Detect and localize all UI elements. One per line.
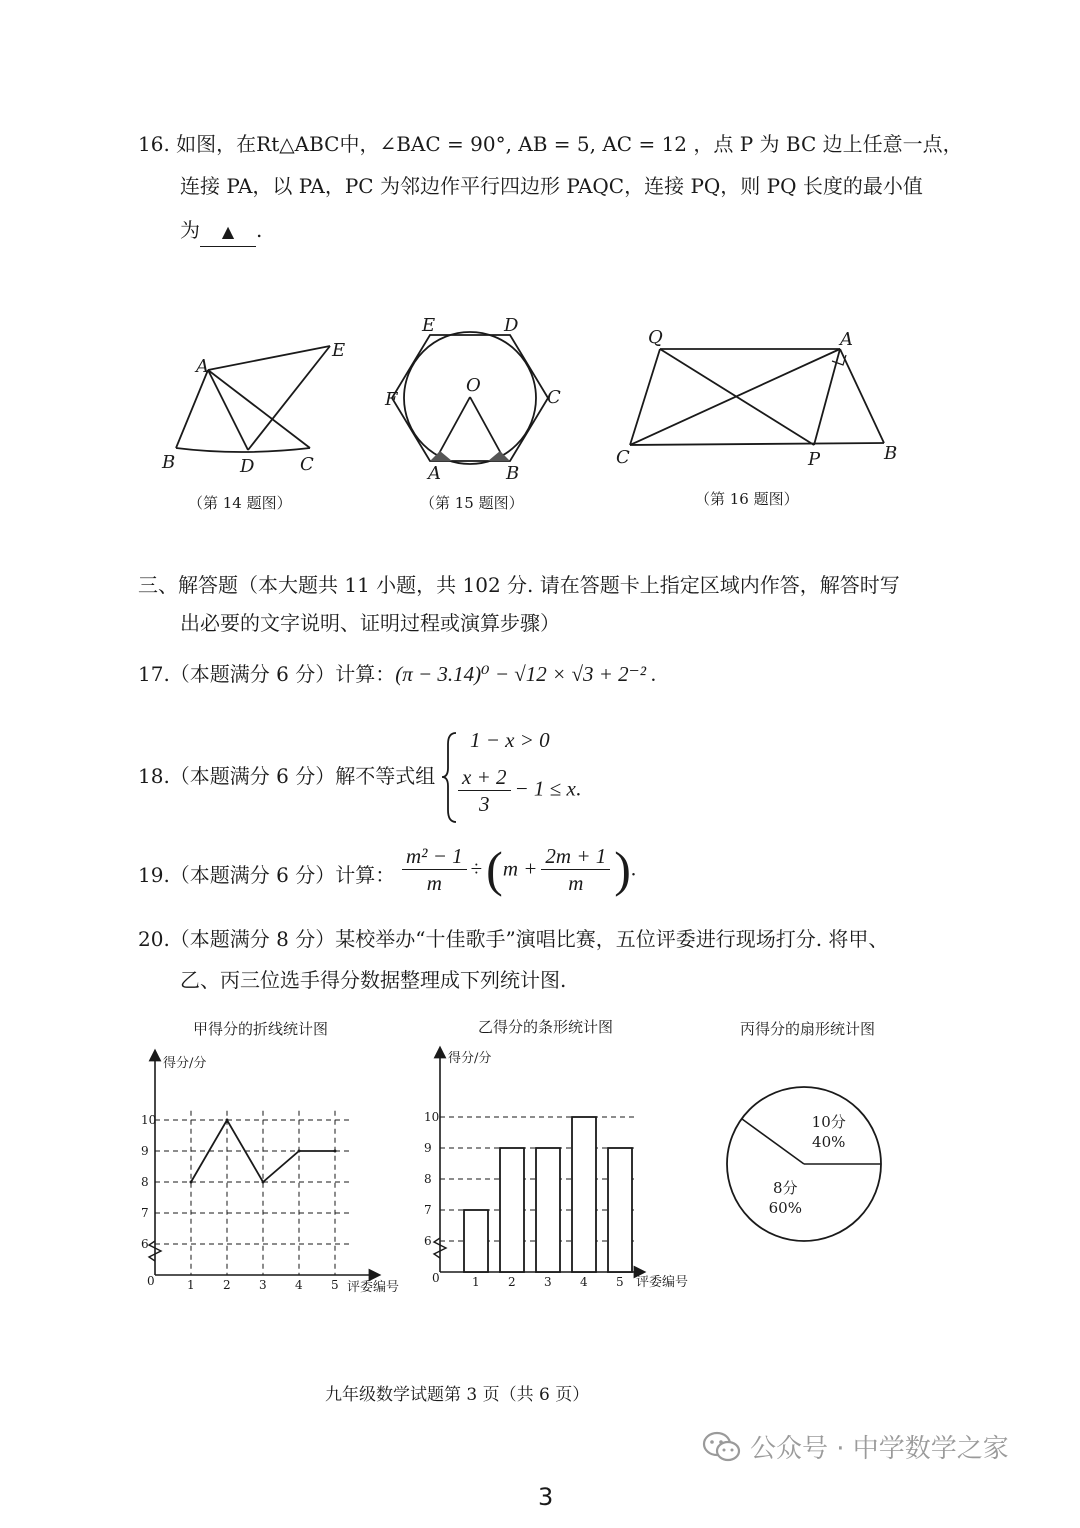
wechat-icon (702, 1430, 742, 1464)
bar-chart-ytick-label: 10 (424, 1110, 440, 1124)
q17-prefix: 17.（本题满分 6 分）计算： (138, 662, 396, 686)
fig14-label-a: A (196, 356, 209, 377)
q18-prefix: 18.（本题满分 6 分）解不等式组 (138, 764, 436, 788)
q19-fraction-2 (541, 843, 610, 896)
fig15-segment-ob (470, 397, 504, 459)
pie-chart-title: 丙得分的扇形统计图 (740, 1020, 876, 1038)
bar-chart-bar (500, 1148, 524, 1272)
fig16-label-p: P (808, 449, 821, 470)
line-chart-ytick-label: 10 (141, 1113, 157, 1127)
bar-chart-ytick-label: 9 (424, 1141, 432, 1155)
q18-frac-num: x + 2 (458, 764, 511, 791)
line-chart-origin: 0 (147, 1274, 155, 1288)
fig16-segment-ab (840, 349, 884, 443)
fig15-label-o: O (466, 375, 481, 396)
pie-chart-slice-percent: 40% (812, 1133, 846, 1152)
bar-chart (420, 1042, 710, 1297)
footer-page-label: 九年级数学试题第 3 页（共 6 页） (325, 1385, 590, 1405)
line-chart-point (190, 1181, 193, 1184)
q17-line (138, 660, 657, 688)
fig15-label-d: D (504, 315, 519, 336)
q19-den2: m (568, 870, 584, 895)
pie-chart-slice-label: 8分 (773, 1178, 798, 1197)
q16-line1: 16. 如图，在Rt△ABC中，∠BAC = 90°, AB = 5, AC = 12 ，点 P 为 BC 边上任意一点， (138, 132, 963, 156)
line-chart-point (262, 1181, 265, 1184)
fig14-segment-ab (176, 370, 208, 448)
line-chart-ytick-label: 8 (141, 1175, 149, 1189)
line-chart-point (298, 1150, 301, 1153)
line-chart-xtick-label: 5 (331, 1278, 339, 1292)
watermark (702, 1428, 1009, 1465)
pie-chart-slice-boundary (742, 1119, 804, 1164)
line-chart-point (334, 1150, 337, 1153)
bar-chart-ytick-label: 6 (424, 1234, 432, 1248)
q18-fraction (458, 764, 511, 817)
fig16-segment-qc (630, 349, 660, 445)
pie-chart-slice-label: 10分 (811, 1113, 846, 1132)
q18-frac-den: 3 (479, 792, 490, 816)
q16-line3-pre: 为 (180, 218, 200, 242)
fig14-segment-ed (248, 346, 330, 450)
line-chart-ytick-label: 7 (141, 1206, 149, 1220)
answer-mark: ▲ (221, 222, 235, 241)
q18-ineq2-rest: − 1 ≤ x (514, 776, 576, 801)
q18-inequality-2 (454, 764, 581, 817)
line-chart-title: 甲得分的折线统计图 (193, 1020, 329, 1038)
line-chart-xtick-label: 4 (295, 1278, 303, 1292)
q19-end: . (630, 856, 637, 881)
fig14-arc-bc (176, 448, 310, 452)
line-chart-ytick-label: 6 (141, 1237, 149, 1251)
line-chart-ylabel: 得分/分 (163, 1056, 207, 1071)
fig15-segment-oa (436, 397, 470, 459)
line-chart (135, 1045, 415, 1300)
q16-line3 (180, 216, 262, 247)
section3-line2: 出必要的文字说明、证明过程或演算步骤） (180, 611, 560, 635)
fig15-label-c: C (547, 387, 561, 408)
fig15-label-f: F (385, 389, 398, 410)
bar-chart-xtick-label: 5 (616, 1275, 624, 1289)
fig16-segment-ap (814, 349, 840, 445)
figure-15 (380, 315, 570, 485)
fig16-segment-cb (630, 443, 884, 445)
q20-line2: 乙、丙三位选手得分数据整理成下列统计图. (180, 968, 567, 992)
fig14-label-c: C (300, 454, 314, 475)
bar-chart-ylabel: 得分/分 (448, 1051, 492, 1066)
fig16-label-a: A (840, 329, 853, 350)
bar-chart-bar (572, 1117, 596, 1272)
fig14-segment-ae (208, 346, 330, 370)
figure-14 (150, 330, 370, 480)
q19-num2: 2m + 1 (541, 843, 610, 870)
bar-chart-ytick-label: 7 (424, 1203, 432, 1217)
line-chart-point (226, 1119, 229, 1122)
bar-chart-xtick-label: 4 (580, 1275, 588, 1289)
line-chart-xtick-label: 1 (187, 1278, 195, 1292)
bar-chart-bar (536, 1148, 560, 1272)
fig15-label-e: E (422, 315, 436, 336)
fig14-segment-ad (208, 370, 248, 450)
q19-prefix: 19.（本题满分 6 分）计算： (138, 863, 396, 887)
q19-fraction-1 (402, 843, 467, 896)
watermark-text: 公众号 · 中学数学之家 (750, 1434, 1009, 1464)
q19-m-plus: m + (502, 856, 538, 881)
bar-chart-xlabel: 评委编号 (636, 1275, 689, 1290)
fig15-label-a: A (428, 463, 441, 484)
q17-expression: (π − 3.14)⁰ − √12 × √3 + 2⁻² . (395, 662, 657, 686)
q19-divide: ÷ (470, 856, 483, 881)
section3-line1: 三、解答题（本大题共 11 小题，共 102 分. 请在答题卡上指定区域内作答，解答时写 (138, 573, 900, 597)
fig15-caption: （第 15 题图） (420, 494, 524, 512)
q19-expression: $\frac{\text{m² − 1}}{m}$ ÷(m + $\frac{2m + 1}{m}$ ). (398, 840, 636, 898)
q18-inequality-1: 1 − x > 0 (470, 728, 550, 752)
fig16-label-b: B (884, 443, 898, 464)
bar-chart-xtick-label: 3 (544, 1275, 552, 1289)
bar-chart-bar (464, 1210, 488, 1272)
answer-blank (200, 216, 256, 247)
line-chart-xtick-label: 2 (223, 1278, 231, 1292)
q16-line2: 连接 PA，以 PA，PC 为邻边作平行四边形 PAQC，连接 PQ，则 PQ 长度的最小值 (180, 174, 923, 198)
line-chart-xlabel: 评委编号 (347, 1280, 400, 1295)
fig16-segment-ac (630, 349, 840, 445)
q18-end: . (575, 776, 582, 801)
q19-den1: m (426, 870, 442, 895)
fig15-label-b: B (506, 463, 520, 484)
line-chart-ytick-label: 9 (141, 1144, 149, 1158)
fig14-label-b: B (162, 452, 176, 473)
bar-chart-bar (608, 1148, 632, 1272)
fig16-segment-qp (660, 349, 814, 445)
bar-chart-xtick-label: 1 (472, 1275, 480, 1289)
fig16-label-q: Q (648, 327, 663, 348)
fig14-label-e: E (332, 340, 346, 361)
bar-chart-xtick-label: 2 (508, 1275, 516, 1289)
fig14-label-d: D (240, 456, 255, 477)
bar-chart-title: 乙得分的条形统计图 (478, 1018, 614, 1036)
pie-chart-slice-percent: 60% (768, 1198, 802, 1217)
fig16-label-c: C (616, 447, 630, 468)
bar-chart-ytick-label: 8 (424, 1172, 432, 1186)
pie-chart (722, 1082, 887, 1247)
figure-16 (612, 325, 912, 475)
fig14-caption: （第 14 题图） (188, 494, 292, 512)
fig16-caption: （第 16 题图） (695, 490, 799, 508)
bar-chart-origin: 0 (432, 1271, 440, 1285)
q20-line1: 20.（本题满分 8 分）某校举办“十佳歌手”演唱比赛，五位评委进行现场打分. 将甲、 (138, 927, 889, 951)
line-chart-xtick-label: 3 (259, 1278, 267, 1292)
q16-line3-post: . (256, 218, 263, 242)
page-number: 3 (538, 1483, 554, 1511)
q19-num1: m² − 1 (402, 843, 467, 870)
